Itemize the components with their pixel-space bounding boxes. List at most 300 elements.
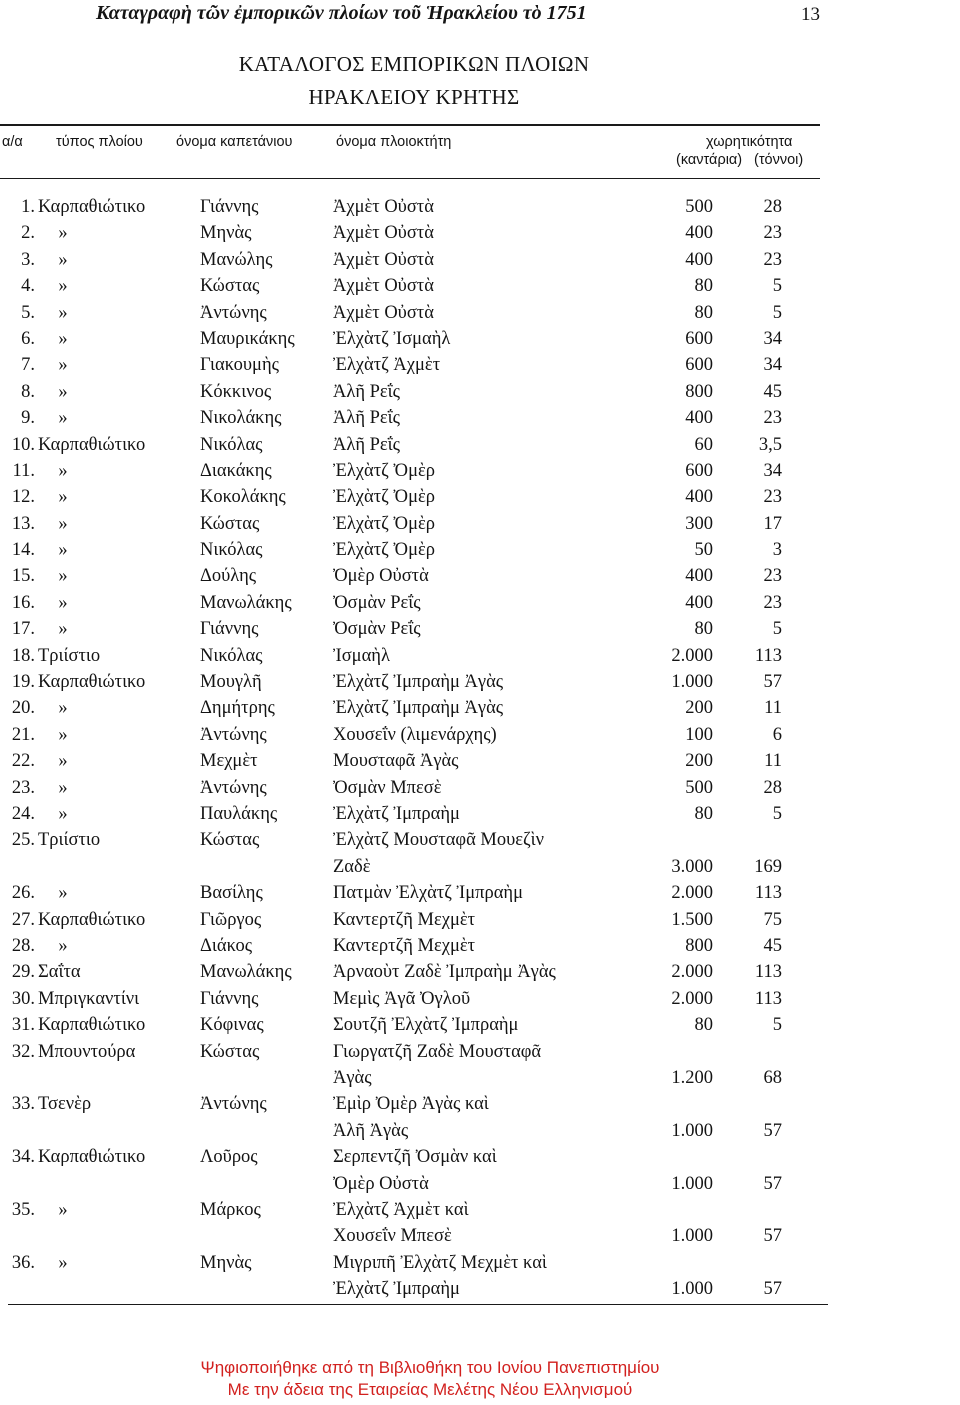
capacity-kantaria: 200	[685, 751, 713, 772]
capacity-kantaria: 300	[685, 513, 713, 534]
owner-name	[333, 220, 434, 246]
captain-name: Κόφινας	[200, 1015, 264, 1036]
captain-name: Μανωλάκης	[200, 962, 292, 983]
ship-type: »	[58, 935, 68, 956]
capacity-tons: 68	[763, 1067, 782, 1088]
owner-name	[333, 1144, 497, 1197]
owner-line-1: Καντερτζῆ Μεχμὲτ	[333, 909, 476, 930]
captain-name: Κώστας	[200, 830, 260, 851]
capacity-kantaria: 80	[694, 803, 713, 824]
table-row	[0, 669, 960, 695]
row-number: 6.	[21, 328, 35, 349]
owner-name	[333, 880, 523, 906]
row-number: 17.	[11, 619, 35, 640]
captain-name: Νικόλας	[200, 540, 263, 561]
owner-name	[333, 247, 434, 273]
owner-line-1: Ἀρναοὺτ Ζαδὲ Ἰμπραὴμ Ἀγὰς	[333, 962, 556, 983]
row-number: 25.	[11, 830, 35, 851]
catalog-subtitle: ΗΡΑΚΛΕΙΟΥ ΚΡΗΤΗΣ	[308, 85, 520, 109]
owner-name	[333, 432, 400, 458]
owner-name	[333, 722, 497, 748]
table-row	[0, 1250, 960, 1303]
row-number: 31.	[11, 1015, 35, 1036]
owner-line-1: Σουτζῆ Ἐλχὰτζ Ἰμπραὴμ	[333, 1015, 519, 1036]
table-row	[0, 907, 960, 933]
captain-name: Κώστας	[200, 1041, 260, 1062]
capacity-tons: 28	[763, 777, 782, 798]
digitization-note: Ψηφιοποιήθηκε από τη Βιβλιοθήκη του Ιονίου Πανεπιστημίου	[200, 1358, 660, 1377]
table-row	[0, 880, 960, 906]
row-number: 15.	[11, 566, 35, 587]
capacity-tons: 5	[772, 803, 782, 824]
header-ship-type: τύπος πλοίου	[56, 134, 143, 150]
captain-name: Μουγλῆ	[200, 672, 262, 693]
owner-line-1: Ἀλῆ Ρεΐς	[333, 408, 400, 429]
capacity-kantaria: 500	[685, 777, 713, 798]
ship-type: »	[58, 460, 68, 481]
ship-type: Τριίστιο	[38, 645, 101, 666]
table-row	[0, 695, 960, 721]
table-row	[0, 379, 960, 405]
ship-type: »	[58, 355, 68, 376]
captain-name: Ἀντώνης	[200, 1094, 267, 1115]
owner-name	[333, 326, 450, 352]
header-owner: όνομα πλοιοκτήτη	[336, 134, 452, 150]
owner-name	[333, 379, 400, 405]
header-bottom-rule	[0, 178, 820, 179]
capacity-kantaria: 1.000	[671, 1120, 713, 1141]
header-kantaria: (καντάρια)	[676, 152, 743, 168]
table-row	[0, 511, 960, 537]
ship-type: Καρπαθιώτικο	[38, 672, 146, 693]
owner-name	[333, 801, 460, 827]
capacity-kantaria: 800	[685, 935, 713, 956]
capacity-kantaria: 1.200	[671, 1067, 713, 1088]
capacity-tons: 5	[772, 276, 782, 297]
capacity-kantaria: 3.000	[671, 856, 713, 877]
capacity-kantaria: 2.000	[671, 962, 713, 983]
captain-name: Γιάννης	[200, 988, 259, 1009]
ship-type: »	[58, 540, 68, 561]
capacity-kantaria: 600	[685, 355, 713, 376]
row-number: 2.	[21, 223, 35, 244]
row-number: 28.	[11, 935, 35, 956]
table-row	[0, 300, 960, 326]
row-number: 26.	[11, 883, 35, 904]
capacity-kantaria: 600	[685, 460, 713, 481]
table-row	[0, 1091, 960, 1144]
capacity-kantaria: 80	[694, 276, 713, 297]
captain-name: Λοῦρος	[200, 1147, 258, 1168]
ship-type: »	[58, 803, 68, 824]
captain-name: Βασίλης	[200, 883, 263, 904]
ship-type: »	[58, 751, 68, 772]
capacity-tons: 3	[772, 540, 782, 561]
owner-line-1: Ὀσμὰν Ρεΐς	[333, 592, 421, 613]
row-number: 14.	[11, 540, 35, 561]
capacity-kantaria: 2.000	[671, 883, 713, 904]
owner-line-1: Ἐλχὰτζ Ὀμὲρ	[333, 540, 435, 561]
capacity-tons: 113	[754, 988, 782, 1009]
capacity-kantaria: 800	[685, 381, 713, 402]
ship-type: »	[58, 724, 68, 745]
captain-name: Κοκολάκης	[200, 487, 286, 508]
table-row	[0, 775, 960, 801]
owner-name	[333, 194, 434, 220]
capacity-kantaria: 200	[685, 698, 713, 719]
permission-note: Με την άδεια της Εταιρείας Μελέτης Νέου Ελληνισμού	[227, 1380, 633, 1399]
owner-name	[333, 273, 434, 299]
owner-name	[333, 775, 442, 801]
owner-name	[333, 616, 421, 642]
table-row	[0, 220, 960, 246]
capacity-tons: 6	[772, 724, 782, 745]
row-number: 7.	[21, 355, 35, 376]
owner-line-2: Χουσεΐν Μπεσὲ	[333, 1226, 452, 1247]
owner-line-1: Ἀχμὲτ Οὐστὰ	[333, 223, 434, 244]
ship-type: »	[58, 487, 68, 508]
row-number: 13.	[11, 513, 35, 534]
ship-type: »	[58, 513, 68, 534]
header-capacity: χωρητικότητα	[706, 134, 793, 150]
ship-type: Καρπαθιώτικο	[38, 1147, 146, 1168]
owner-line-1: Ἐλχὰτζ Ἀχμὲτ	[333, 355, 441, 376]
captain-name: Γιάννης	[200, 619, 259, 640]
row-number: 19.	[11, 672, 35, 693]
row-number: 12.	[11, 487, 35, 508]
captain-name: Κόκκινος	[200, 381, 272, 402]
table-row	[0, 247, 960, 273]
captain-name: Μάρκος	[200, 1199, 261, 1220]
owner-line-1: Χουσεΐν (λιμενάρχης)	[333, 724, 497, 745]
captain-name: Διακάκης	[200, 460, 272, 481]
captain-name: Γιάννης	[200, 197, 259, 217]
capacity-tons: 5	[772, 619, 782, 640]
captain-name: Μηνὰς	[200, 223, 252, 244]
captain-name: Δούλης	[200, 566, 257, 587]
capacity-kantaria: 60	[694, 434, 713, 455]
table-row	[0, 458, 960, 484]
capacity-kantaria: 400	[685, 566, 713, 587]
table-row	[0, 933, 960, 959]
ship-type: »	[58, 302, 68, 323]
owner-line-1: Μιγριπῆ Ἐλχὰτζ Μεχμὲτ καὶ	[333, 1252, 547, 1273]
row-number: 27.	[11, 909, 35, 930]
capacity-kantaria: 50	[694, 540, 713, 561]
owner-name	[333, 986, 470, 1012]
capacity-tons: 23	[763, 592, 782, 613]
owner-name	[333, 1012, 518, 1038]
table-row	[0, 748, 960, 774]
row-number: 32.	[11, 1041, 35, 1062]
ships-table	[0, 194, 960, 1303]
capacity-kantaria: 500	[685, 197, 713, 217]
ship-type: »	[58, 276, 68, 297]
header-captain: όνομα καπετάνιου	[176, 134, 293, 150]
capacity-kantaria: 100	[685, 724, 713, 745]
ship-type: Μπουντούρα	[38, 1041, 136, 1062]
capacity-tons: 57	[763, 1120, 782, 1141]
owner-line-1: Ἐλχὰτζ Ἰσμαὴλ	[333, 328, 451, 349]
table-row	[0, 1197, 960, 1250]
owner-name	[333, 959, 556, 985]
owner-line-1: Ὀμὲρ Οὐστὰ	[333, 566, 429, 587]
capacity-kantaria: 1.000	[671, 672, 713, 693]
table-row	[0, 722, 960, 748]
table-row	[0, 986, 960, 1012]
row-number: 34.	[11, 1147, 35, 1168]
owner-name	[333, 1091, 489, 1144]
ship-type: Καρπαθιώτικο	[38, 909, 146, 930]
owner-line-2: Ἐλχὰτζ Ἰμπραὴμ	[333, 1279, 460, 1300]
capacity-tons: 57	[763, 1226, 782, 1247]
capacity-kantaria: 1.000	[671, 1173, 713, 1194]
owner-line-2: Ὀμὲρ Οὐστὰ	[333, 1173, 429, 1194]
ship-type: Καρπαθιώτικο	[38, 1015, 146, 1036]
captain-name: Μεχμὲτ	[200, 751, 258, 772]
captain-name: Γιακουμὴς	[200, 355, 279, 376]
table-row	[0, 1012, 960, 1038]
table-row	[0, 194, 960, 220]
row-number: 8.	[21, 381, 35, 402]
capacity-tons: 23	[763, 408, 782, 429]
row-number: 29.	[11, 962, 35, 983]
capacity-tons: 17	[763, 513, 782, 534]
owner-line-1: Σερπεντζῆ Ὀσμὰν καὶ	[333, 1147, 497, 1168]
ship-type: Τριίστιο	[38, 830, 101, 851]
running-title: Καταγραφὴ τῶν ἐμπορικῶν πλοίων τοῦ Ἡρακλείου τὸ 1751	[96, 2, 587, 24]
capacity-kantaria: 1.000	[671, 1226, 713, 1247]
owner-name	[333, 669, 503, 695]
table-row	[0, 405, 960, 431]
owner-name	[333, 1250, 547, 1303]
table-row	[0, 590, 960, 616]
row-number: 23.	[11, 777, 35, 798]
capacity-kantaria: 2.000	[671, 988, 713, 1009]
capacity-tons: 34	[763, 355, 782, 376]
capacity-tons: 57	[763, 1173, 782, 1194]
ship-type: »	[58, 328, 68, 349]
row-number: 30.	[11, 988, 35, 1009]
table-row	[0, 563, 960, 589]
header-tons: (τόννοι)	[754, 152, 804, 168]
captain-name: Νικολάκης	[200, 408, 282, 429]
header-top-rule	[0, 124, 820, 126]
row-number: 16.	[11, 592, 35, 613]
owner-line-1: Καντερτζῆ Μεχμὲτ	[333, 935, 476, 956]
owner-name	[333, 933, 475, 959]
row-number: 1.	[21, 197, 35, 217]
capacity-tons: 11	[764, 751, 782, 772]
ship-type: »	[58, 883, 68, 904]
capacity-tons: 34	[763, 328, 782, 349]
table-row	[0, 432, 960, 458]
owner-line-1: Ἀχμὲτ Οὐστὰ	[333, 302, 434, 323]
owner-line-1: Ἐλχὰτζ Ἀχμὲτ καὶ	[333, 1199, 469, 1220]
capacity-tons: 45	[763, 935, 782, 956]
captain-name: Ἀντώνης	[200, 302, 267, 323]
capacity-kantaria: 80	[694, 1015, 713, 1036]
table-row	[0, 537, 960, 563]
owner-name	[333, 511, 435, 537]
table-row	[0, 827, 960, 880]
owner-name	[333, 537, 435, 563]
ship-type: »	[58, 408, 68, 429]
capacity-kantaria: 1.500	[671, 909, 713, 930]
owner-line-2: Ζαδὲ	[333, 856, 371, 877]
owner-line-2: Ἀλῆ Ἀγὰς	[333, 1120, 409, 1141]
row-number: 4.	[21, 276, 35, 297]
row-number: 11.	[12, 460, 35, 481]
row-number: 36.	[11, 1252, 35, 1273]
owner-line-1: Ὀσμὰν Ρεΐς	[333, 619, 421, 640]
table-row	[0, 1144, 960, 1197]
captain-name: Μανώλης	[200, 249, 273, 270]
captain-name: Μανωλάκης	[200, 592, 292, 613]
owner-line-1: Μεμὶς Ἀγᾶ Ὀγλοῦ	[333, 988, 471, 1009]
table-row	[0, 273, 960, 299]
capacity-tons: 75	[763, 909, 782, 930]
owner-line-1: Ἐλχὰτζ Ὀμὲρ	[333, 487, 435, 508]
row-number: 24.	[11, 803, 35, 824]
row-number: 35.	[11, 1199, 35, 1220]
ship-type: »	[58, 619, 68, 640]
row-number: 18.	[11, 645, 35, 666]
captain-name: Παυλάκης	[200, 803, 278, 824]
capacity-kantaria: 400	[685, 249, 713, 270]
ship-type: »	[58, 566, 68, 587]
owner-name	[333, 1197, 469, 1250]
ship-type: Τσενὲρ	[38, 1094, 92, 1115]
owner-name	[333, 300, 434, 326]
capacity-tons: 23	[763, 566, 782, 587]
header-no: α/α	[2, 134, 23, 150]
capacity-tons: 5	[772, 302, 782, 323]
owner-name	[333, 748, 459, 774]
capacity-tons: 34	[763, 460, 782, 481]
row-number: 5.	[21, 302, 35, 323]
owner-line-1: Ὀσμὰν Μπεσὲ	[333, 777, 442, 798]
owner-name	[333, 1039, 541, 1092]
ship-type: »	[58, 777, 68, 798]
ship-type: »	[58, 249, 68, 270]
captain-name: Δημήτρης	[200, 698, 275, 719]
owner-name	[333, 563, 429, 589]
capacity-tons: 45	[763, 381, 782, 402]
ship-type: »	[58, 381, 68, 402]
table-row	[0, 616, 960, 642]
owner-line-1: Γιωργατζῆ Ζαδὲ Μουσταφᾶ	[333, 1041, 542, 1062]
owner-line-1: Πατμὰν Ἐλχὰτζ Ἰμπραὴμ	[333, 883, 523, 904]
capacity-tons: 23	[763, 223, 782, 244]
capacity-tons: 169	[754, 856, 782, 877]
capacity-tons: 5	[772, 1015, 782, 1036]
ship-type: »	[58, 1252, 68, 1273]
capacity-kantaria: 80	[694, 619, 713, 640]
capacity-kantaria: 80	[694, 302, 713, 323]
owner-name	[333, 907, 475, 933]
owner-name	[333, 827, 544, 880]
capacity-kantaria: 600	[685, 328, 713, 349]
capacity-tons: 23	[763, 249, 782, 270]
capacity-kantaria: 2.000	[671, 645, 713, 666]
ship-type: »	[58, 1199, 68, 1220]
capacity-tons: 57	[763, 1279, 782, 1300]
captain-name: Κώστας	[200, 513, 260, 534]
owner-line-1: Ἐλχὰτζ Ἰμπραὴμ	[333, 803, 460, 824]
owner-name	[333, 590, 421, 616]
owner-line-1: Ἀχμὲτ Οὐστὰ	[333, 197, 434, 217]
ship-type: »	[58, 223, 68, 244]
owner-line-1: Ἐμὶρ Ὀμὲρ Ἀγὰς καὶ	[333, 1094, 489, 1115]
owner-line-1: Ἀλῆ Ρεΐς	[333, 434, 400, 455]
table-row	[0, 959, 960, 985]
owner-line-1: Ἀλῆ Ρεΐς	[333, 381, 400, 402]
owner-name	[333, 484, 435, 510]
owner-line-1: Ἐλχὰτζ Ὀμὲρ	[333, 513, 435, 534]
owner-line-1: Ἐλχὰτζ Ἰμπραὴμ Ἀγὰς	[333, 672, 504, 693]
capacity-kantaria: 400	[685, 592, 713, 613]
row-number: 10.	[11, 434, 35, 455]
captain-name: Μηνὰς	[200, 1252, 252, 1273]
page-number: 13	[801, 4, 820, 25]
capacity-tons: 23	[763, 487, 782, 508]
captain-name: Ἀντώνης	[200, 777, 267, 798]
owner-name	[333, 405, 400, 431]
table-row	[0, 352, 960, 378]
capacity-tons: 57	[763, 672, 782, 693]
capacity-kantaria: 1.000	[671, 1279, 713, 1300]
ship-type: Καρπαθιώτικο	[38, 197, 146, 217]
ship-type: Μπριγκαντίνι	[38, 988, 140, 1009]
table-row	[0, 801, 960, 827]
ship-type: »	[58, 698, 68, 719]
owner-line-1: Ἐλχὰτζ Ὀμὲρ	[333, 460, 435, 481]
table-row	[0, 643, 960, 669]
owner-line-2: Ἀγὰς	[333, 1067, 372, 1088]
row-number: 33.	[11, 1094, 35, 1115]
capacity-kantaria: 400	[685, 223, 713, 244]
captain-name: Γιῶργος	[200, 909, 262, 930]
captain-name: Διάκος	[200, 935, 253, 956]
ship-type: Σαΐτα	[38, 962, 81, 983]
capacity-tons: 28	[763, 197, 782, 217]
owner-line-1: Ἐλχὰτζ Μουσταφᾶ Μουεζὶν	[333, 830, 545, 851]
captain-name: Μαυρικάκης	[200, 328, 295, 349]
ship-type: Καρπαθιώτικο	[38, 434, 146, 455]
owner-line-1: Ἀχμὲτ Οὐστὰ	[333, 249, 434, 270]
row-number: 21.	[11, 724, 35, 745]
owner-name	[333, 352, 440, 378]
capacity-tons: 113	[754, 883, 782, 904]
row-number: 22.	[11, 751, 35, 772]
row-number: 20.	[11, 698, 35, 719]
capacity-kantaria: 400	[685, 487, 713, 508]
captain-name: Κώστας	[200, 276, 260, 297]
captain-name: Νικόλας	[200, 434, 263, 455]
table-row	[0, 326, 960, 352]
ship-type: »	[58, 592, 68, 613]
capacity-tons: 11	[764, 698, 782, 719]
table-row	[0, 484, 960, 510]
capacity-tons: 113	[754, 645, 782, 666]
owner-line-1: Ἀχμὲτ Οὐστὰ	[333, 276, 434, 297]
row-number: 9.	[21, 408, 35, 429]
table-bottom-rule	[8, 1304, 828, 1305]
captain-name: Ἀντώνης	[200, 724, 267, 745]
catalog-title: ΚΑΤΑΛΟΓΟΣ ΕΜΠΟΡΙΚΩΝ ΠΛΟΙΩΝ	[238, 52, 590, 76]
table-row	[0, 1039, 960, 1092]
